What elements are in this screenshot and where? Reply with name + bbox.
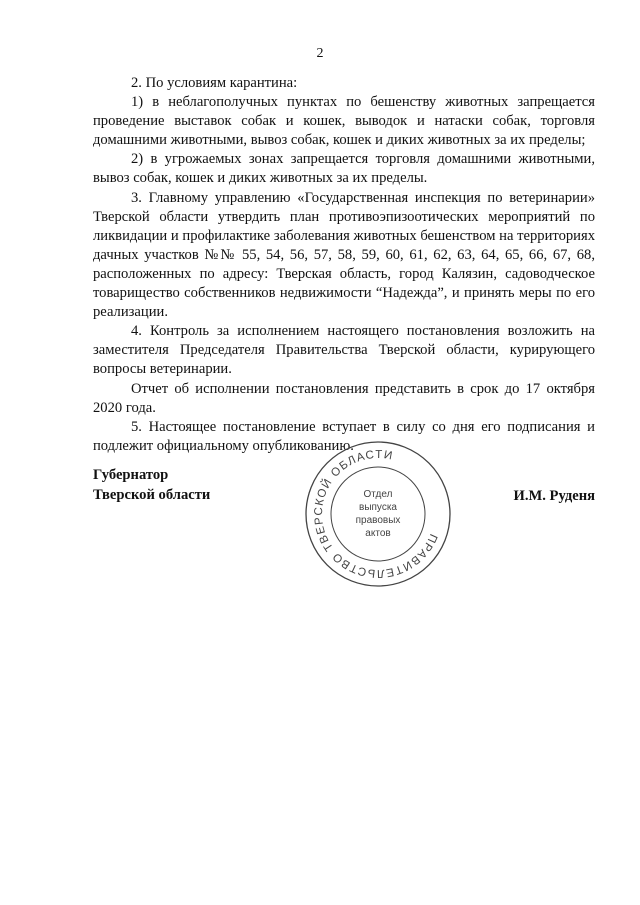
- stamp-line: выпуска: [359, 502, 397, 513]
- paragraph-5: 5. Настоящее постановление вступает в силу со дня его подписания и подлежит официальному опубликованию.: [93, 418, 595, 454]
- official-stamp: [302, 438, 454, 590]
- document-body: [93, 74, 595, 456]
- stamp-ring-text: ПРАВИТЕЛЬСТВО ТВЕРСКОЙ ОБЛАСТИ: [312, 448, 440, 580]
- signatory-name: И.М. Руденя: [513, 488, 595, 504]
- stamp-line: правовых: [355, 515, 401, 526]
- signature-block: [93, 448, 595, 580]
- paragraph-3: 3. Главному управлению «Государственная инспекция по ветеринарии» Тверской области утвердить план противоэпизоотических мероприятий по ликвидации и профилактике заболевания животных бешенством на территориях дачных участков №№ 55, 54, 56, 57, 58, 59, 60, 61, 62, 63, 64, 65, 66, 67, 68, расположенных по адресу: Тверская область, город Калязин, садоводческое товарищество собственников недвижимости “Надежда”, и принять меры по его реализации.: [93, 189, 595, 321]
- stamp-inner-text: [302, 438, 454, 590]
- paragraph-4: 4. Контроль за исполнением настоящего постановления возложить на заместителя Председателя Правительства Тверской области, курирующего вопросы ветеринарии.: [93, 323, 595, 378]
- paragraph-quarantine-heading: 2. По условиям карантина:: [131, 75, 298, 91]
- paragraph-report: Отчет об исполнении постановления представить в срок до 17 октября 2020 года.: [93, 380, 595, 416]
- signatory-title: [93, 466, 210, 505]
- signatory-title-line1: Губернатор: [93, 467, 169, 483]
- stamp-line: Отдел: [363, 489, 393, 500]
- paragraph-item-2: 2) в угрожаемых зонах запрещается торговля домашними животными, вывоз собак, кошек и диких животных за их пределы.: [93, 151, 595, 187]
- signatory-title-line2: Тверской области: [93, 486, 211, 503]
- page-number: 2: [316, 46, 324, 61]
- stamp-line: актов: [365, 528, 391, 539]
- paragraph-item-1: 1) в неблагополучных пунктах по бешенству животных запрещается проведение выставок собак и кошек, выводок и натаски собак, торговля домашними животными, вывоз собак, кошек и диких животных за их пределы;: [93, 94, 595, 149]
